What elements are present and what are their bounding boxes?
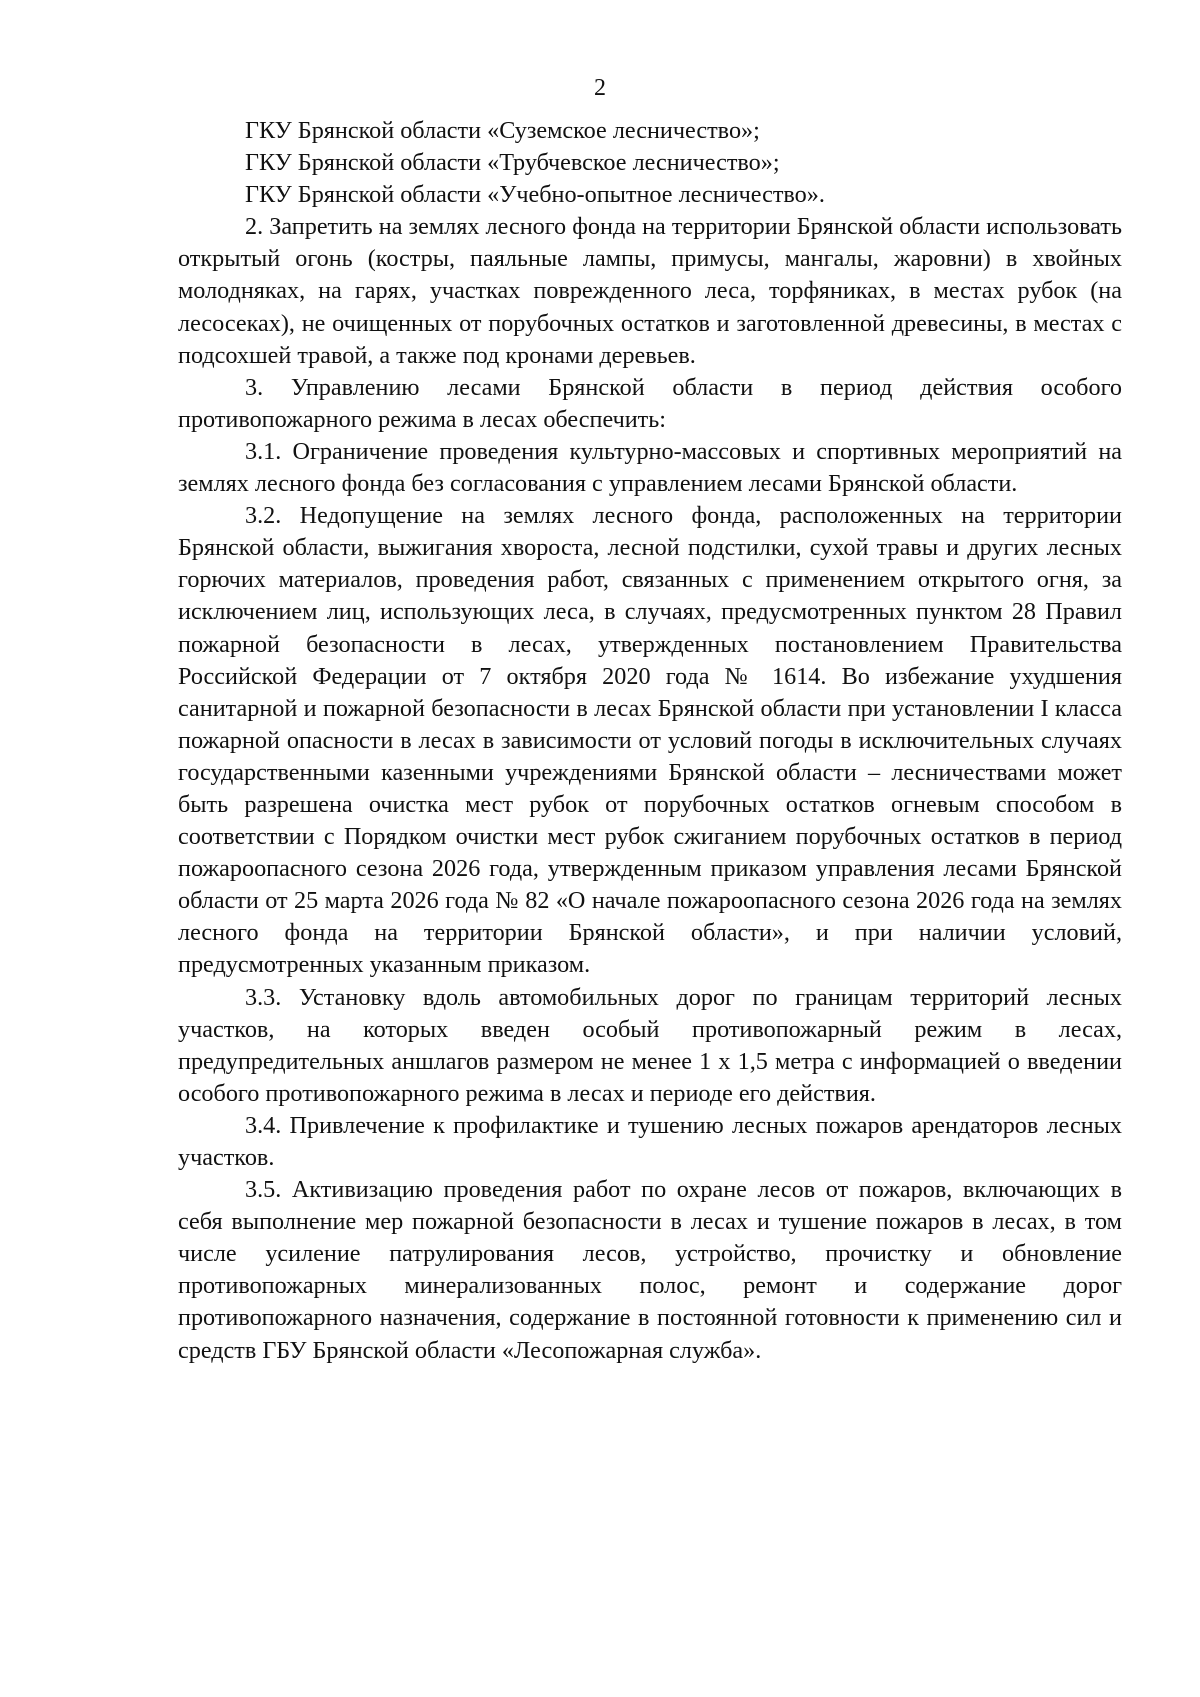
paragraph-item-3-4: 3.4. Привлечение к профилактике и тушению лесных пожаров арендаторов лесных участков.: [178, 1111, 1122, 1171]
paragraph-item-3-5: 3.5. Активизацию проведения работ по охране лесов от пожаров, включающих в себя выполнение мер пожарной безопасности в лесах и тушение пожаров в лесах, в том числе усиление патрулирования лесов, устройство, прочистку и обновление противопожарных минерализованных полос, ремонт и содержание дорог противопожарного назначения, содержание в постоянной готовности к применению сил и средств ГБУ Брянской области «Лесопожарная служба».: [178, 1176, 1122, 1364]
paragraph-item-3-2: 3.2. Недопущение на землях лесного фонда, расположенных на территории Брянской области, выжигания хвороста, лесной подстилки, сухой травы и других лесных горючих материалов, проведения работ, связанных с применением открытого огня, за исключением лиц, использующих леса, в случаях, предусмотренных пунктом 28 Правил пожарной безопасности в лесах, утвержденных постановлением Правительства Российской Федерации от 7 октября 2020 года № 1614. Во избежание ухудшения санитарной и пожарной безопасности в лесах Брянской области при установлении I класса пожарной опасности в лесах в зависимости от условий погоды в исключительных случаях государственными казенными учреждениями Брянской области – лесничествами может быть разрешена очистка мест рубок от порубочных остатков огневым способом в соответствии с Порядком очистки мест рубок сжиганием порубочных остатков в период пожароопасного сезона 2026 года, утвержденным приказом управления лесами Брянской области от 25 марта 2026 года № 82 «О начале пожароопасного сезона 2026 года на землях лесного фонда на территории Брянской области», и при наличии условий, предусмотренных указанным приказом.: [178, 502, 1122, 979]
paragraph-item-2: 2. Запретить на землях лесного фонда на территории Брянской области использовать открытый огонь (костры, паяльные лампы, примусы, мангалы, жаровни) в хвойных молодняках, на гарях, участках поврежденного леса, торфяниках, в местах рубок (на лесосеках), не очищенных от порубочных остатков и заготовленной древесины, в местах с подсохшей травой, а также под кронами деревьев.: [178, 213, 1122, 369]
paragraph-suzemka-forestry: ГКУ Брянской области «Суземское лесничество»;: [245, 117, 760, 144]
paragraph-item-3-1: 3.1. Ограничение проведения культурно-массовых и спортивных мероприятий на землях лесного фонда без согласования с управлением лесами Брянской области.: [178, 437, 1122, 498]
document-body: [178, 115, 1122, 1367]
page-number: 2: [594, 75, 606, 101]
paragraph-item-3: 3. Управлению лесами Брянской области в период действия особого противопожарного режима в лесах обеспечить:: [178, 373, 1122, 433]
paragraph-trubchevsk-forestry: ГКУ Брянской области «Трубчевское лесничество»;: [245, 149, 780, 177]
paragraph-training-forestry: ГКУ Брянской области «Учебно-опытное лесничество».: [245, 181, 825, 209]
paragraph-item-3-3: 3.3. Установку вдоль автомобильных дорог по границам территорий лесных участков, на которых введен особый противопожарный режим в лесах, предупредительных аншлагов размером не менее 1 х 1,5 метра с информацией о введении особого противопожарного режима в лесах и периоде его действия.: [178, 983, 1122, 1107]
